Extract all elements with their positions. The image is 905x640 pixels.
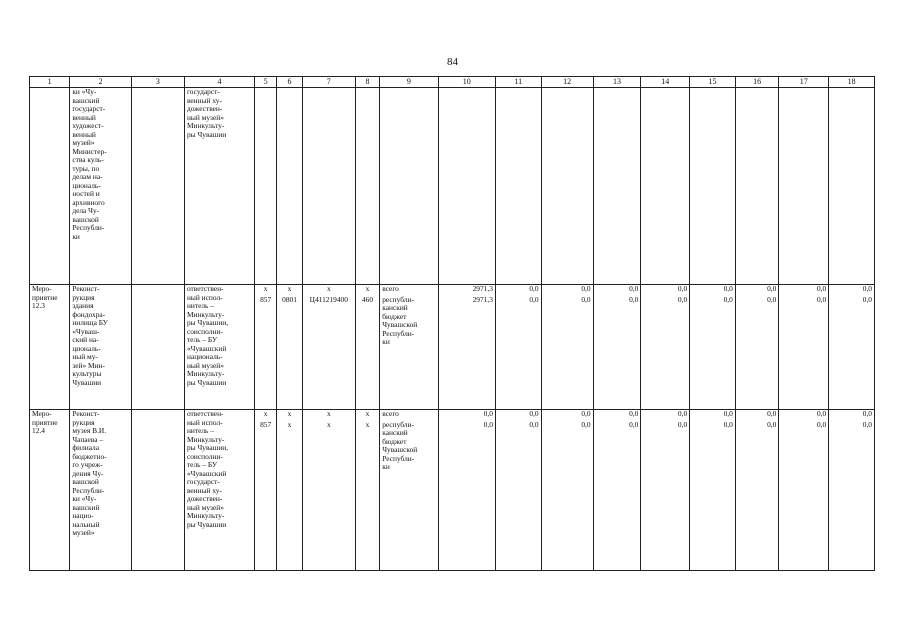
- expense-type-code: 460: [361, 294, 374, 304]
- page-number: 84: [447, 56, 458, 68]
- event-name-cell: Реконст- рукция здания фондохра- нилища БУ «Чуваш- ский на- циональ- ный му- зей» Мин- культуры Чувашии: [70, 285, 132, 410]
- cell: [735, 88, 779, 285]
- column-header: 2: [70, 77, 132, 88]
- column-header: 7: [302, 77, 355, 88]
- grbs-cell: [255, 285, 277, 410]
- grbs-cell: [255, 410, 277, 571]
- cell: [380, 88, 438, 285]
- value-total: 0,0: [581, 409, 591, 418]
- section-total: х: [287, 409, 292, 418]
- target-article-total: х: [326, 409, 331, 418]
- column-header: 10: [438, 77, 495, 88]
- value-cell: [641, 410, 690, 571]
- value-total: 0,0: [862, 284, 872, 293]
- value-total: 0,0: [483, 409, 493, 418]
- cell: [277, 88, 302, 285]
- value-cell: [829, 285, 875, 410]
- value-cell: [829, 410, 875, 571]
- value-total: 0,0: [723, 409, 733, 418]
- expense-type-total: х: [365, 409, 370, 418]
- column-header: 3: [131, 77, 184, 88]
- column-header: 4: [184, 77, 254, 88]
- value-total: 2971,3: [472, 284, 493, 293]
- section-code: 0801: [282, 294, 297, 304]
- value-total: 0,0: [629, 409, 639, 418]
- cell: [355, 88, 379, 285]
- value-source: 0,0: [862, 294, 872, 304]
- value-source: 0,0: [816, 294, 827, 304]
- value-total: 0,0: [862, 409, 872, 418]
- value-cell: [779, 410, 829, 571]
- value-cell: [735, 410, 779, 571]
- column-header: 14: [641, 77, 690, 88]
- event-id-cell: Меро- приятие 12.3: [30, 285, 70, 410]
- value-source: 2971,3: [472, 294, 493, 304]
- value-source: 0,0: [483, 419, 493, 429]
- column-header: 5: [255, 77, 277, 88]
- column-header: 12: [541, 77, 593, 88]
- cell: [131, 88, 184, 285]
- column-header: 9: [380, 77, 438, 88]
- value-source: 0,0: [581, 294, 591, 304]
- value-source: 0,0: [862, 419, 872, 429]
- section-code: х: [287, 419, 292, 429]
- value-cell: [438, 285, 495, 410]
- section-cell: [277, 285, 302, 410]
- column-header: 11: [495, 77, 541, 88]
- executor-cell: ответствен- ный испол- нитель – Минкульту- ры Чувашии, соисполни- тель – БУ «Чувашский националь- ный музей» Минкульту- ры Чувашии: [184, 285, 254, 410]
- expense-type-cell: [355, 410, 379, 571]
- value-cell: [593, 285, 641, 410]
- target-article-code: Ц411219400: [309, 294, 348, 304]
- grbs-code: 857: [260, 294, 272, 304]
- value-source: 0,0: [581, 419, 591, 429]
- value-total: 0,0: [767, 284, 777, 293]
- value-source: 0,0: [529, 294, 539, 304]
- value-cell: [495, 410, 541, 571]
- value-total: 0,0: [723, 284, 733, 293]
- cell: [438, 88, 495, 285]
- cell: [302, 88, 355, 285]
- target-article-cell: [302, 285, 355, 410]
- value-cell: [690, 410, 736, 571]
- value-cell: [593, 410, 641, 571]
- executor-cell: государст- венный ху- дожествен- ный музей» Минкульту- ры Чувашии: [184, 88, 254, 285]
- event-id-cell: [30, 88, 70, 285]
- value-source: 0,0: [677, 294, 688, 304]
- section-total: х: [287, 284, 292, 293]
- value-cell: [641, 285, 690, 410]
- cell: [541, 88, 593, 285]
- value-source: 0,0: [767, 419, 777, 429]
- cell: [641, 88, 690, 285]
- value-total: 0,0: [629, 284, 639, 293]
- column-header: 1: [30, 77, 70, 88]
- value-source: 0,0: [723, 419, 733, 429]
- cell: [690, 88, 736, 285]
- funding-source-cell: [380, 285, 438, 410]
- value-total: 0,0: [677, 409, 688, 418]
- value-total: 0,0: [677, 284, 688, 293]
- cell: [829, 88, 875, 285]
- value-total: 0,0: [581, 284, 591, 293]
- header-row: [30, 77, 875, 88]
- funding-source-label: республи- канский бюджет Чувашской Республи- ки: [382, 419, 418, 471]
- value-cell: [541, 410, 593, 571]
- target-article-code: х: [326, 419, 331, 429]
- table-row: [30, 410, 875, 571]
- funding-source-label: республи- канский бюджет Чувашской Республи- ки: [382, 294, 418, 346]
- value-source: 0,0: [816, 419, 827, 429]
- column-header: 8: [355, 77, 379, 88]
- value-source: 0,0: [723, 294, 733, 304]
- event-name-cell: Реконст- рукция музея В.И. Чапаева – филиала бюджетно- го учреж- дения Чу- вашской Республи- ки «Чу- вашский нацио- нальный музей»: [70, 410, 132, 571]
- expense-type-cell: [355, 285, 379, 410]
- column-header: 17: [779, 77, 829, 88]
- value-total: 0,0: [529, 409, 539, 418]
- cell: [593, 88, 641, 285]
- grbs-total: х: [263, 409, 268, 418]
- value-cell: [495, 285, 541, 410]
- value-source: 0,0: [677, 419, 688, 429]
- value-cell: [779, 285, 829, 410]
- target-article-total: х: [326, 284, 331, 293]
- value-cell: [438, 410, 495, 571]
- column-header: 16: [735, 77, 779, 88]
- budget-table: [29, 76, 875, 571]
- grbs-total: х: [263, 284, 268, 293]
- event-name-cell: ки «Чу- вашский государст- венный художест- венный музей» Министер- ства куль- туры, по делам на- циональ- ностей и архивного дела Чу- вашской Республи- ки: [70, 88, 132, 285]
- cell: [131, 410, 184, 571]
- cell: [779, 88, 829, 285]
- column-header: 6: [277, 77, 302, 88]
- funding-total-label: всего: [382, 409, 399, 418]
- value-total: 0,0: [529, 284, 539, 293]
- value-cell: [690, 285, 736, 410]
- value-total: 0,0: [816, 284, 827, 293]
- value-cell: [541, 285, 593, 410]
- expense-type-code: х: [365, 419, 370, 429]
- value-cell: [735, 285, 779, 410]
- value-total: 0,0: [816, 409, 827, 418]
- grbs-code: 857: [260, 419, 272, 429]
- funding-total-label: всего: [382, 284, 399, 293]
- value-total: 0,0: [767, 409, 777, 418]
- value-source: 0,0: [529, 419, 539, 429]
- section-cell: [277, 410, 302, 571]
- target-article-cell: [302, 410, 355, 571]
- cell: [255, 88, 277, 285]
- column-header: 15: [690, 77, 736, 88]
- column-header: 18: [829, 77, 875, 88]
- column-header: 13: [593, 77, 641, 88]
- value-source: 0,0: [629, 294, 639, 304]
- value-source: 0,0: [767, 294, 777, 304]
- event-id-cell: Меро- приятие 12.4: [30, 410, 70, 571]
- expense-type-total: х: [365, 284, 370, 293]
- funding-source-cell: [380, 410, 438, 571]
- table-row: [30, 285, 875, 410]
- value-source: 0,0: [629, 419, 639, 429]
- cell: [495, 88, 541, 285]
- table-row: [30, 88, 875, 285]
- cell: [131, 285, 184, 410]
- executor-cell: ответствен- ный испол- нитель – Минкульту- ры Чувашии, соисполни- тель – БУ «Чувашский государст- венный ху- дожествен- ный музей» Минкульту- ры Чувашии: [184, 410, 254, 571]
